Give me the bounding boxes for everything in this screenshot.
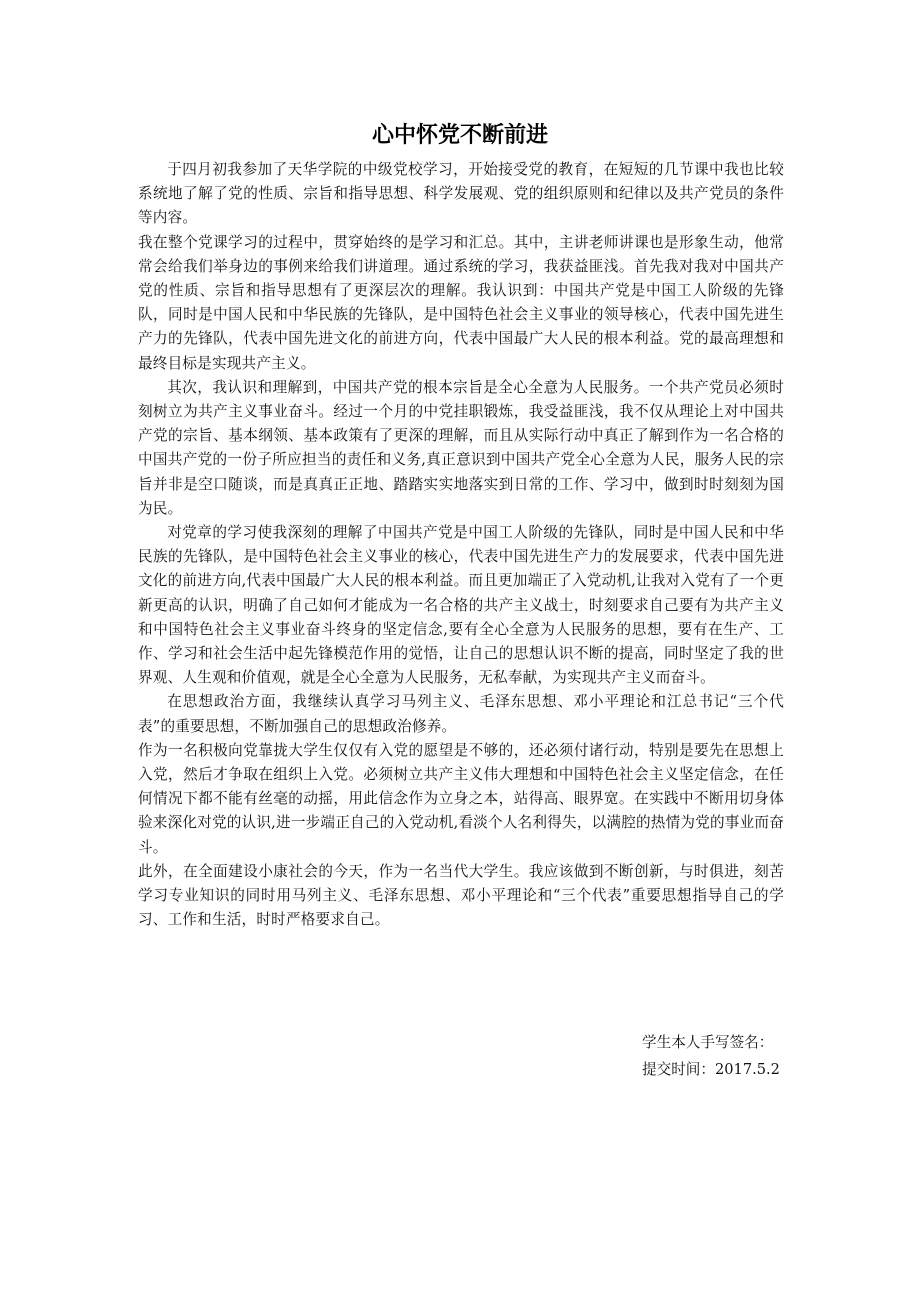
paragraph-3: 其次，我认识和理解到，中国共产党的根本宗旨是全心全意为人民服务。一个共产党员必须时刻树立为共产主义事业奋斗。经过一个月的中党挂职锻炼，我受益匪浅，我不仅从理论上对中国共产党的宗旨、基本纲领、基本政策有了更深的理解，而且从实际行动中真正了解到作为一名合格的中国共产党的一份子所应担当的责任和义务,真正意识到中国共产党全心全意为人民，服务人民的宗旨并非是空口随谈，而是真真正正地、踏踏实实地落实到日常的工作、学习中，做到时时刻刻为国为民。: [138, 378, 784, 517]
paragraph-4: 对党章的学习使我深刻的理解了中国共产党是中国工人阶级的先锋队，同时是中国人民和中华民族的先锋队，是中国特色社会主义事业的核心，代表中国先进生产力的发展要求，代表中国先进文化的前进方向,代表中国最广大人民的根本利益。而且更加端正了入党动机,让我对入党有了一个更新更高的认识，明确了自己如何才能成为一名合格的共产主义战士，时刻要求自己要有为共产主义和中国特色社会主义事业奋斗终身的坚定信念,要有全心全意为人民服务的思想，要有在生产、工作、学习和社会生活中起先锋模范作用的觉悟，让自己的思想认识不断的提高，同时坚定了我的世界观、人生观和价值观，就是全心全意为人民服务，无私奉献，为实现共产主义而奋斗。: [138, 524, 784, 687]
signature-label: 学生本人手写签名：: [642, 1034, 774, 1051]
paragraph-5: 在思想政治方面，我继续认真学习马列主义、毛泽东思想、邓小平理论和江总书记“三个代表”的重要思想，不断加强自己的思想政治修养。: [138, 693, 784, 735]
submit-time: 提交时间：2017.5.2: [642, 1061, 780, 1078]
paragraph-6: 作为一名积极向党靠拢大学生仅仅有入党的愿望是不够的，还必须付诸行动，特别是要先在思想上入党，然后才争取在组织上入党。必须树立共产主义伟大理想和中国特色社会主义坚定信念，在任何情况下都不能有丝毫的动摇，用此信念作为立身之本，站得高、眼界宽。在实践中不断用切身体验来深化对党的认识,进一步端正自己的入党动机,看淡个人名利得失，以满腔的热情为党的事业而奋斗。: [138, 741, 784, 856]
paragraph-2: 我在整个党课学习的过程中，贯穿始终的是学习和汇总。其中，主讲老师讲课也是形象生动，他常常会给我们举身边的事例来给我们讲道理。通过系统的学习，我获益匪浅。首先我对我对中国共产党的性质、宗旨和指导思想有了更深层次的理解。我认识到：中国共产党是中国工人阶级的先锋队，同时是中国人民和中华民族的先锋队，是中国特色社会主义事业的领导核心，代表中国先进生产力的先锋队，代表中国先进文化的前进方向，代表中国最广大人民的根本利益。党的最高理想和最终目标是实现共产主义。: [138, 233, 784, 372]
paragraph-7: 此外，在全面建设小康社会的今天，作为一名当代大学生。我应该做到不断创新，与时俱进，刻苦学习专业知识的同时用马列主义、毛泽东思想、邓小平理论和“三个代表”重要思想指导自己的学习、工作和生活，时时严格要求自己。: [138, 862, 784, 929]
paragraph-1: 于四月初我参加了天华学院的中级党校学习，开始接受党的教育，在短短的几节课中我也比较系统地了解了党的性质、宗旨和指导思想、科学发展观、党的组织原则和纪律以及共产党员的条件等内容。: [138, 161, 784, 227]
signature-block: [642, 1029, 780, 1083]
document-body: [138, 158, 784, 933]
page-title: 心中怀党不断前进: [371, 123, 548, 148]
